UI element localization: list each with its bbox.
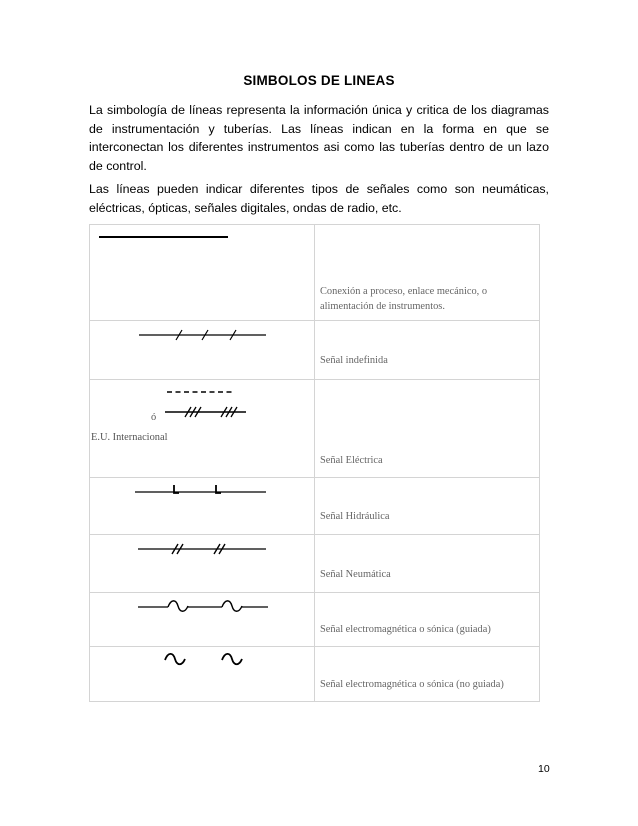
description-text: Señal Hidráulica [320, 511, 390, 522]
description-text: alimentación de instrumentos. [320, 301, 445, 312]
symbol-cell [90, 478, 315, 535]
symbol-cell [90, 593, 315, 647]
table-row [90, 225, 540, 321]
description-text: Señal indefinida [320, 355, 388, 366]
description-cell [315, 478, 540, 535]
pneumatic-signal-line-symbol [90, 535, 314, 593]
description-cell [315, 593, 540, 647]
table-row [90, 535, 540, 593]
symbol-cell [90, 225, 315, 321]
table-row [90, 593, 540, 647]
description-cell [315, 380, 540, 478]
signals-paragraph: Las líneas pueden indicar diferentes tipos de señales como son neumáticas, eléctricas, ópticas, señales digitales, ondas de radio, etc. [89, 182, 549, 215]
table-row [90, 647, 540, 702]
description-text: Señal Neumática [320, 569, 391, 580]
table-row [90, 380, 540, 478]
alternate-symbol-label: ó [151, 412, 157, 423]
symbol-cell [90, 647, 315, 702]
description-text: Señal electromagnética o sónica (no guiada) [320, 679, 504, 690]
description-cell [315, 321, 540, 380]
guided-electromagnetic-line-symbol [90, 593, 314, 647]
description-cell [315, 535, 540, 593]
hydraulic-signal-line-symbol [90, 478, 314, 535]
symbol-cell [90, 380, 315, 478]
description-text: Conexión a proceso, enlace mecánico, o [320, 286, 488, 297]
undefined-signal-line-symbol [90, 321, 314, 380]
description-cell [315, 225, 540, 321]
international-label: E.U. Internacional [91, 432, 168, 443]
table-row [90, 321, 540, 380]
unguided-electromagnetic-line-symbol [90, 647, 314, 702]
symbol-cell [90, 535, 315, 593]
electric-signal-line-symbol [90, 380, 314, 478]
description-cell [315, 647, 540, 702]
process-connection-line-symbol [90, 225, 314, 321]
description-text: Señal electromagnética o sónica (guiada) [320, 624, 491, 635]
intro-paragraph: La simbología de líneas representa la información única y critica de los diagramas de instrumentación y tuberías. Las líneas indican en la forma en que se interconectan los diferentes instrumentos asi como las tuberías dentro de un lazo de control. [89, 103, 549, 173]
table-row [90, 478, 540, 535]
description-text: Señal Eléctrica [320, 455, 383, 466]
line-symbols-table [89, 224, 540, 702]
page-title: SIMBOLOS DE LINEAS [243, 73, 395, 88]
symbol-cell [90, 321, 315, 380]
page-number: 10 [538, 763, 550, 775]
